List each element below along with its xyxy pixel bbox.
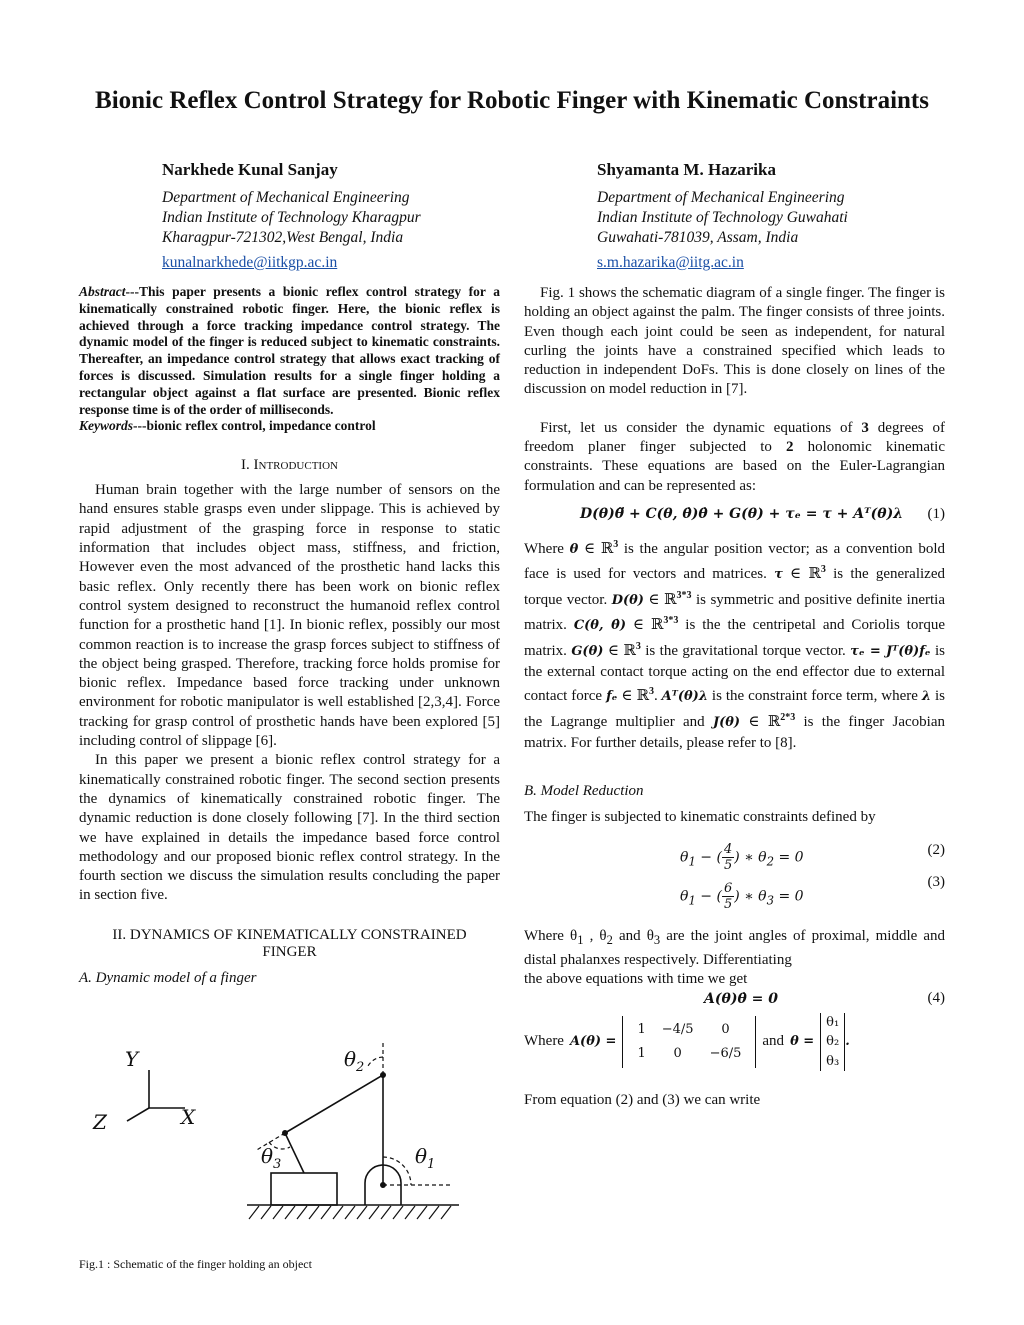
inline-math: τₑ = Jᵀ(θ)fₑ <box>850 643 931 659</box>
x-axis-label: X <box>181 1105 196 1129</box>
intro-paragraph-2: In this paper we present a bionic reflex control strategy for a kinematically constrained robotic finger. The second section presents the dynamics of kinematically constrained robotic finger. The dynamic reduction is done closely following [7]. In the third section we have explained in details the impedance based force control methodology and our proposed bionic reflex control strategy. In the fourth section we discuss the simulation results concluding the paper in section five. <box>79 752 500 904</box>
superscript: 3 <box>635 640 641 652</box>
paragraph-text: is symmetric and positive definite inertia matrix. <box>524 591 945 634</box>
theta1-label: $\theta_1$ <box>415 1144 436 1172</box>
theta-vector: θ₁ θ₂ θ₃ <box>820 1013 845 1071</box>
abstract-text: This paper presents a bionic reflex control strategy for a kinematically constrained robotic finger. Here, the bionic reflex is achieved through a force tracking impedance control strategy. The dynamic model of the finger is reduced subject to kinematic constraints. Thereafter, an impedance control strategy that allows exact tracking of forces is discussed. Simulation results for a single finger holding a rectangular object against a flat surface are presented. Bionic reflex response time is of the order of milliseconds. <box>79 284 500 417</box>
inline-math: C(θ, θ̇) <box>573 618 627 634</box>
paragraph-text: ∈ ℝ <box>782 566 821 583</box>
equation-2: $\theta_1$ − ( $\frac{4}{5}$ ) ∗ $\theta_2 = 0$ <box>680 842 804 874</box>
paragraph-text: is the the centripetal and Coriolis torque matrix. <box>524 617 945 659</box>
rectangular-object <box>271 1173 337 1205</box>
paragraph-text: is the angular position vector; as a convention bold face is used for vectors and matrices. <box>524 540 945 583</box>
author-affiliation-line: Kharagpur-721302,West Bengal, India <box>162 229 404 246</box>
equations-2-3 <box>524 837 945 913</box>
author-block-1 <box>162 160 542 272</box>
middle-link <box>285 1075 383 1133</box>
joint-dip <box>380 1072 386 1078</box>
inline-math: fₑ <box>606 689 618 705</box>
keywords-text: bionic reflex control, impedance control <box>146 418 376 434</box>
inline-math: D(θ) <box>611 592 644 608</box>
inline-math: τ <box>774 567 783 583</box>
equation-1: D(θ)θ̈ + C(θ, θ̇)θ̇ + G(θ) + τₑ = τ + Aᵀ(θ)λ <box>580 505 904 522</box>
author-affiliation-line: Department of Mechanical Engineering <box>597 189 845 206</box>
equation-1-number: (1) <box>927 505 945 522</box>
joint-mcp <box>380 1182 386 1188</box>
paragraph-text: is the gravitational torque vector. <box>640 642 851 659</box>
intro-paragraph-1: Human brain together with the large number of sensors on the hand ensures stable grasps even under slippage. This is achieved by rapid adjustment of the grasping force in response to static information that includes object mass, stiffness, and friction, However even the most advanced of the prosthetic hand lacks this basic reflex. Only recently there has been work on bionic reflex control system designed to reconstruct the humanoid reflex control function for a prosthetic hand [1]. In bionic reflex, possibly our most common reaction is to increase the grasp forces subject to stiffness of the object being grasped. Therefore, tracking force holds promise for bionic reflex. Impedance based force tracking under unknown environment for robotic manipulator is well established [2,3,4]. Force tracking for grasp control of prosthetic hands have been explored [5] including control of slippage [6]. <box>79 482 500 750</box>
author-affiliation-line: Indian Institute of Technology Guwahati <box>597 209 848 226</box>
right-paragraph-6: From equation (2) and (3) we can write <box>524 1092 761 1108</box>
theta2-label: $\theta_2$ <box>344 1047 365 1075</box>
abstract-label: Abstract <box>79 284 126 299</box>
paragraph-text: ∈ ℝ <box>603 642 636 659</box>
right-paragraph-2: First, let us consider the dynamic equations of 3 degrees of freedom planer finger subjected to 2 holonomic kinematic constraints. These equations are based on the Euler-Lagrangian formulation and can be represented as: <box>524 419 945 494</box>
A-matrix-lhs: A(θ) = <box>569 1034 617 1050</box>
right-paragraph-5-cont: the above equations with time we get <box>524 970 748 987</box>
superscript: 2*3 <box>780 711 796 723</box>
theta-vector-lhs: θ = <box>790 1034 815 1050</box>
author-name: Narkhede Kunal Sanjay <box>162 160 338 179</box>
equation-4: A(θ)θ̇ = 0 <box>704 991 779 1008</box>
abstract <box>79 284 500 435</box>
right-paragraph-4: The finger is subjected to kinematic constraints defined by <box>524 808 876 825</box>
z-axis-line <box>127 1108 149 1121</box>
equation-1-row <box>524 502 945 528</box>
section-heading-introduction: I. Introduction <box>241 457 338 474</box>
keywords-label: Keywords <box>79 418 133 434</box>
equation-3: $\theta_1$ − ( $\frac{6}{5}$ ) ∗ $\theta_3 = 0$ <box>680 881 804 913</box>
equation-4-row <box>524 989 945 1009</box>
joint-pip <box>282 1130 288 1136</box>
superscript: 3*3 <box>676 589 692 601</box>
paragraph-text: ∈ ℝ <box>626 617 664 634</box>
left-column <box>79 284 500 987</box>
inline-math: J(θ) <box>712 714 741 730</box>
paragraph-text: ∈ ℝ <box>617 688 649 705</box>
y-axis-label: Y <box>125 1047 139 1071</box>
matrix-definition-row <box>524 1013 945 1071</box>
equation-3-number: (3) <box>927 874 945 891</box>
z-axis-label: Z <box>93 1110 107 1134</box>
inline-math: Aᵀ(θ)λ <box>661 689 708 705</box>
author-affiliation-line: Department of Mechanical Engineering <box>162 189 410 206</box>
author-email-link[interactable]: s.m.hazarika@iitg.ac.in <box>597 254 744 271</box>
paragraph-text: ∈ ℝ <box>643 591 677 608</box>
inline-math: θ <box>569 541 579 557</box>
ground-hatching <box>249 1206 451 1219</box>
vector-period: . <box>845 1034 850 1050</box>
paper-title: Bionic Reflex Control Strategy for Robotic Finger with Kinematic Constraints <box>95 87 929 114</box>
equation-2-number: (2) <box>927 842 945 859</box>
where-label: Where <box>524 1033 564 1050</box>
paragraph-text: is the generalized torque vector. <box>524 566 945 608</box>
paragraph-text: ∈ ℝ <box>578 540 614 557</box>
inline-math: G(θ) <box>571 643 604 659</box>
paragraph-text: . <box>653 688 662 705</box>
author-affiliation-line: Indian Institute of Technology Kharagpur <box>162 209 421 226</box>
author-block-2 <box>597 160 977 272</box>
paragraph-text: is the external contact torque acting on the end effector due to external contact force <box>524 642 945 705</box>
theta2-arc <box>368 1057 383 1066</box>
right-paragraph-5: Where $\theta_1$ , $\theta_2$ and $\theta_3$ are the joint angles of proximal, middle and distal phalanxes respectively. Differentiating <box>524 928 946 968</box>
abstract-separator: --- <box>125 284 140 299</box>
distal-link <box>285 1133 304 1173</box>
keywords-separator: --- <box>133 418 147 434</box>
section-heading-dynamics: II. DYNAMICS OF KINEMATICALLY CONSTRAINED <box>112 926 467 943</box>
superscript: 3 <box>820 564 826 576</box>
section-heading-dynamics-cont: FINGER <box>262 943 317 960</box>
paragraph-text: is the constraint force term, where <box>707 688 922 705</box>
figure-caption: Fig.1 : Schematic of the finger holding an object <box>79 1257 312 1271</box>
right-column <box>524 284 945 1110</box>
A-matrix: 1 −4/5 0 1 0 −6/5 <box>622 1016 756 1068</box>
author-name: Shyamanta M. Hazarika <box>597 160 776 179</box>
paragraph-text: is the finger Jacobian matrix. For further details, please refer to [8]. <box>524 713 945 752</box>
superscript: 3 <box>648 686 654 698</box>
author-email-link[interactable]: kunalnarkhede@iitkgp.ac.in <box>162 254 338 271</box>
author-affiliation-line: Guwahati-781039, Assam, India <box>597 229 799 246</box>
theta3-label: $\theta_3$ <box>261 1144 282 1172</box>
superscript: 3 <box>613 538 619 550</box>
subsection-heading-dynamic-model: A. Dynamic model of a finger <box>79 969 257 986</box>
subsection-heading-model-reduction: B. Model Reduction <box>524 782 644 799</box>
paragraph-text: is the Lagrange multiplier and <box>524 688 946 730</box>
inline-math: λ <box>921 689 932 705</box>
right-paragraph-1: Fig. 1 shows the schematic diagram of a single finger. The finger is holding an object against the palm. The finger consists of three joints. Even though each joint could be seen as independent, for natural curling the joints have a constrained specified which leads to reduction in independent DoFs. This is done closely on lines of the discussion on model reduction in [7]. <box>524 285 945 398</box>
paragraph-text: Where <box>524 540 570 557</box>
superscript: 3*3 <box>663 615 679 627</box>
and-label: and <box>762 1033 785 1050</box>
finger-schematic-figure <box>79 1035 499 1230</box>
equation-4-number: (4) <box>927 990 945 1007</box>
right-paragraph-3 <box>524 535 945 754</box>
paragraph-text: ∈ ℝ <box>740 713 781 730</box>
